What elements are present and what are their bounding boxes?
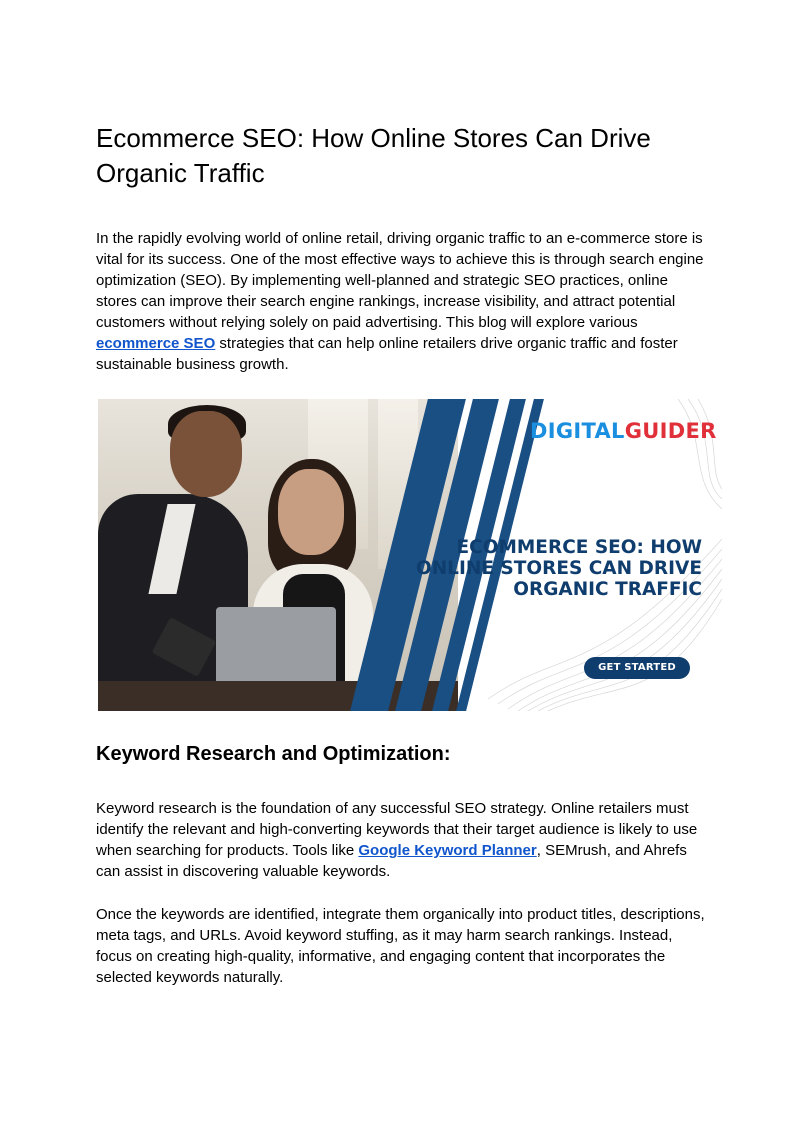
banner-headline-line-3: ORGANIC TRAFFIC — [513, 579, 702, 600]
banner-headline-line-2: ONLINE STORES CAN DRIVE — [415, 558, 702, 579]
page-title: Ecommerce SEO: How Online Stores Can Drive Organic Traffic — [96, 123, 651, 188]
ecommerce-seo-link[interactable]: ecommerce SEO — [96, 335, 216, 352]
section-heading-keyword-research: Keyword Research and Optimization: — [96, 743, 451, 765]
google-keyword-planner-link[interactable]: Google Keyword Planner — [358, 842, 537, 859]
digitalguider-logo: DIGITALGUIDER — [530, 419, 717, 443]
banner-headline — [362, 537, 702, 600]
article-banner-image — [98, 399, 722, 711]
banner-headline-line-1: ECOMMERCE SEO: HOW — [456, 537, 702, 558]
intro-paragraph — [96, 228, 708, 375]
keyword-paragraph-2: Once the keywords are identified, integrate them organically into product titles, descriptions, meta tags, and URLs. Avoid keyword stuffing, as it may harm search rankings. Instead, focus on creating high-quality, informative, and engaging content that incorporates the selected keywords naturally. — [96, 906, 705, 986]
keyword-p1-text-start: Keyword research is the foundation of any successful SEO strategy. Online retailers must identify the relevant and high-converting keywords that their target audience is likely to use when searching for products. Tools like — [96, 800, 698, 859]
intro-text-end: strategies that can help online retailers drive organic traffic and foster sustainable business growth. — [96, 335, 678, 373]
intro-text-start: In the rapidly evolving world of online retail, driving organic traffic to an e-commerce store is vital for its success. One of the most effective ways to achieve this is through search engine optimization (SEO). By implementing well-planned and strategic SEO practices, online stores can improve their search engine rankings, increase visibility, and attract potential customers without relying solely on paid advertising. This blog will explore various — [96, 230, 704, 331]
get-started-button[interactable]: GET STARTED — [584, 657, 690, 679]
keyword-p1-text-end: , SEMrush, and Ahrefs can assist in discovering valuable keywords. — [96, 842, 687, 880]
keyword-paragraph-1 — [96, 798, 708, 882]
